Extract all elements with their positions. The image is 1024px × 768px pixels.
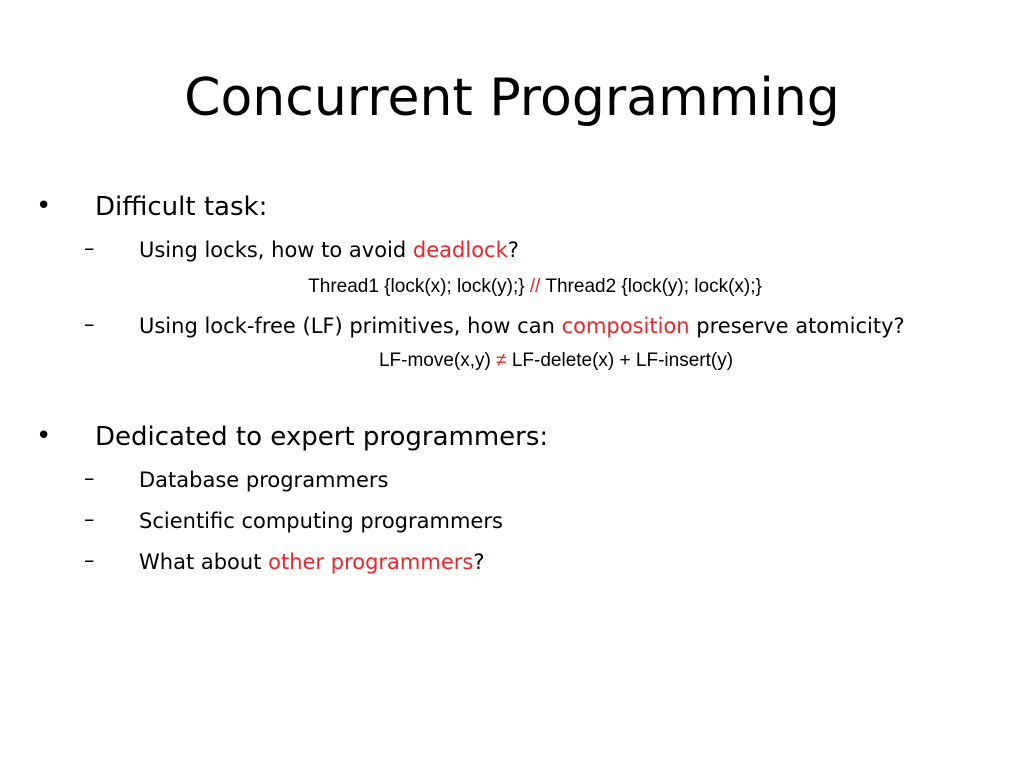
- bullet-icon: •: [36, 191, 52, 221]
- section-heading-difficult-task: Difficult task:: [95, 192, 268, 222]
- code-text: Thread1 {lock(x); lock(y);}: [308, 276, 530, 297]
- code-text: LF-move(x,y): [378, 350, 497, 371]
- code-example-deadlock: [0, 275, 1024, 299]
- code-example-lf-move: [0, 349, 1024, 373]
- dash-icon: –: [84, 548, 95, 572]
- item-text-after: ?: [473, 550, 485, 574]
- item-text: What about: [139, 550, 269, 574]
- section-heading-expert-programmers: Dedicated to expert programmers:: [95, 422, 549, 452]
- dash-icon: –: [84, 312, 95, 336]
- code-highlight: ≠: [496, 350, 507, 371]
- item-highlight: other programmers: [268, 550, 474, 574]
- item-text-after: preserve atomicity?: [689, 314, 905, 338]
- code-highlight: //: [529, 276, 541, 297]
- code-text-after: Thread2 {lock(y); lock(x);}: [540, 276, 762, 297]
- item-lock-free-composition: [139, 312, 905, 340]
- code-text-after: LF-delete(x) + LF-insert(y): [506, 350, 734, 371]
- dash-icon: –: [84, 466, 95, 490]
- bullet-icon: •: [36, 421, 52, 451]
- item-highlight: composition: [561, 314, 690, 338]
- item-text-after: ?: [507, 238, 519, 262]
- dash-icon: –: [84, 236, 95, 260]
- item-database-programmers: Database programmers: [139, 468, 389, 492]
- item-text: Using locks, how to avoid: [139, 238, 413, 262]
- item-scientific-programmers: Scientific computing programmers: [139, 509, 503, 533]
- item-locks-deadlock: [139, 236, 519, 264]
- item-highlight: deadlock: [412, 238, 508, 262]
- slide-title: Concurrent Programming: [184, 68, 840, 128]
- dash-icon: –: [84, 507, 95, 531]
- item-other-programmers: [139, 548, 485, 576]
- item-text: Using lock-free (LF) primitives, how can: [139, 314, 562, 338]
